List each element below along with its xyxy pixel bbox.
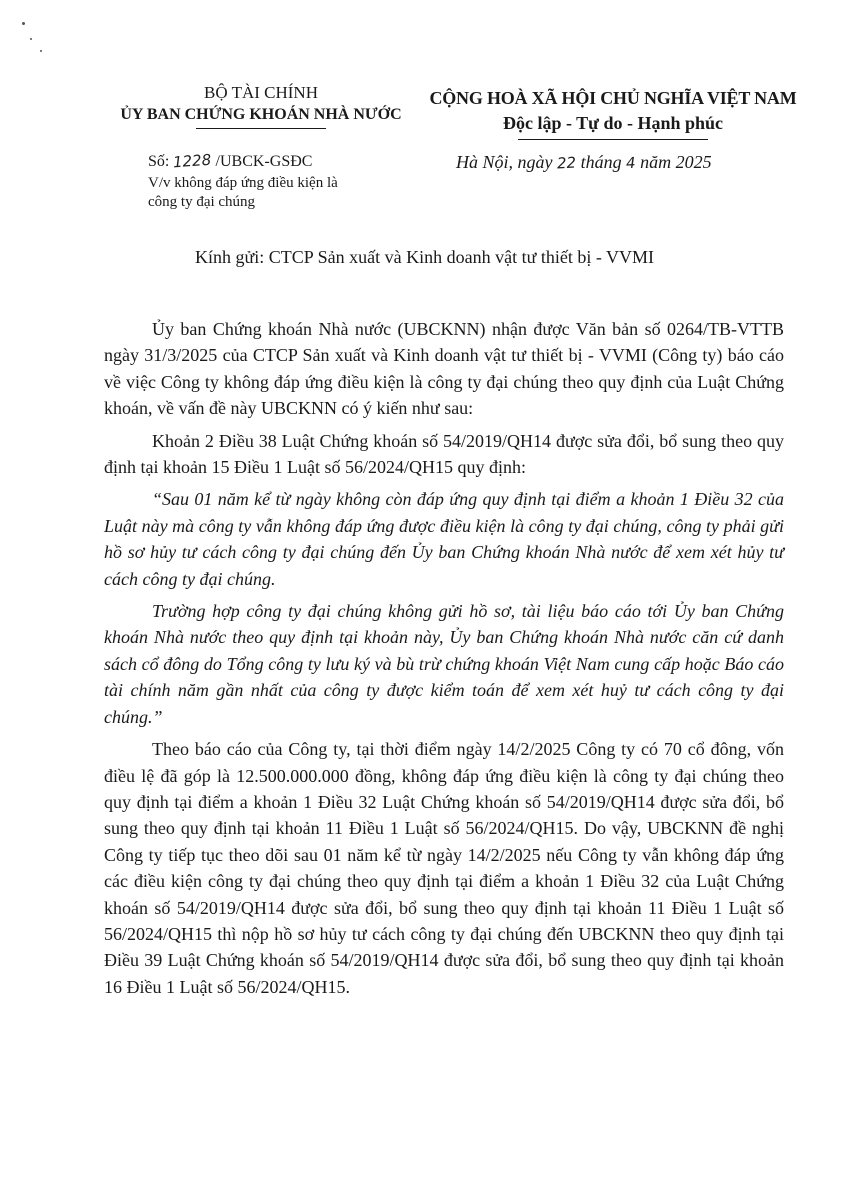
place-date <box>456 152 712 173</box>
scan-speck <box>22 22 25 25</box>
header-underline <box>196 128 326 129</box>
paragraph-conclusion: Theo báo cáo của Công ty, tại thời điểm ngày 14/2/2025 Công ty có 70 cổ đông, vốn điều lệ đã góp là 12.500.000.000 đồng, không đáp ứng điều kiện là công ty đại chúng theo quy định tại điểm a khoản 1 Điều 32 Luật Chứng khoán số 54/2019/QH14 được sửa đổi, bổ sung theo quy định tại khoản 11 Điều 1 Luật số 56/2024/QH15. Do vậy, UBCKNN đề nghị Công ty tiếp tục theo dõi sau 01 năm kể từ ngày 14/2/2025 nếu Công ty vẫn không đáp ứng các điều kiện công ty đại chúng theo quy định tại điểm a khoản 1 Điều 32 của Luật Chứng khoán số 54/2019/QH14 được sửa đổi, bổ sung theo quy định tại khoản 11 Điều 1 Luật số 56/2024/QH15 thì nộp hồ sơ hủy tư cách công ty đại chúng đến UBCKNN theo quy định tại Điều 39 Luật Chứng khoán số 54/2019/QH14 được sửa đổi, bổ sung theo quy định tại khoản 16 Điều 1 Luật số 56/2024/QH15. <box>104 739 784 997</box>
date-month-handwritten: 4 <box>625 153 637 173</box>
scan-speck <box>30 38 32 40</box>
paragraph-intro: Ủy ban Chứng khoán Nhà nước (UBCKNN) nhận được Văn bản số 0264/TB-VTTB ngày 31/3/2025 của CTCP Sản xuất và Kinh doanh vật tư thiết bị - VVMI (Công ty) báo cáo về việc Công ty không đáp ứng điều kiện là công ty đại chúng theo quy định của Luật Chứng khoán, về vấn đề này UBCKNN có ý kiến như sau: <box>104 319 784 419</box>
doc-no-handwritten: 1228 <box>172 150 213 172</box>
doc-no-prefix: Số: <box>148 153 170 170</box>
date-year: năm 2025 <box>640 152 712 172</box>
quote-paragraph-2: Trường hợp công ty đại chúng không gửi hồ sơ, tài liệu báo cáo tới Ủy ban Chứng khoán Nhà nước theo quy định tại khoản này, Ủy ban Chứng khoán Nhà nước căn cứ danh sách cổ đông do Tổng công ty lưu ký và bù trừ chứng khoán Việt Nam cung cấp hoặc Báo cáo tài chính năm gần nhất của công ty được kiểm toán để xem xét huỷ tư cách công ty đại chúng.” <box>104 601 784 727</box>
date-day-handwritten: 22 <box>556 153 577 173</box>
republic-title: CỘNG HOÀ XÃ HỘI CHỦ NGHĨA VIỆT NAM <box>429 88 797 108</box>
doc-no-suffix: /UBCK-GSĐC <box>215 153 313 170</box>
paragraph-legal-basis: Khoản 2 Điều 38 Luật Chứng khoán số 54/2019/QH14 được sửa đổi, bổ sung theo quy định tại khoản 15 Điều 1 Luật số 56/2024/QH15 quy định: <box>104 430 784 478</box>
letter-body <box>104 316 784 1000</box>
quote-paragraph-1: “Sau 01 năm kể từ ngày không còn đáp ứng quy định tại điểm a khoản 1 Điều 32 của Luật này mà công ty vẫn không đáp ứng được điều kiện là công ty đại chúng, công ty phải gửi hồ sơ hủy tư cách công ty đại chúng đến Ủy ban Chứng khoán Nhà nước để xem xét hủy tư cách công ty đại chúng. <box>104 489 784 589</box>
date-prefix: Hà Nội, ngày <box>456 152 553 172</box>
motto-text: Độc lập - Tự do - Hạnh phúc <box>502 113 724 133</box>
subject-line-1: V/v không đáp ứng điều kiện là <box>148 175 338 191</box>
issuer-block <box>96 82 426 126</box>
document-number <box>148 152 312 171</box>
committee-name-text: ỦY BAN CHỨNG KHOÁN NHÀ NƯỚC <box>120 106 402 123</box>
national-header <box>418 86 808 136</box>
committee-name <box>96 104 426 126</box>
motto-underline <box>518 139 708 140</box>
ministry-name: BỘ TÀI CHÍNH <box>204 83 318 102</box>
scan-speck <box>40 50 42 52</box>
recipient-line: Kính gửi: CTCP Sản xuất và Kinh doanh vật tư thiết bị - VVMI <box>195 247 654 267</box>
date-month-label: tháng <box>580 152 622 172</box>
subject-line-2: công ty đại chúng <box>148 194 256 210</box>
motto <box>418 110 808 136</box>
subject-line <box>148 174 408 212</box>
